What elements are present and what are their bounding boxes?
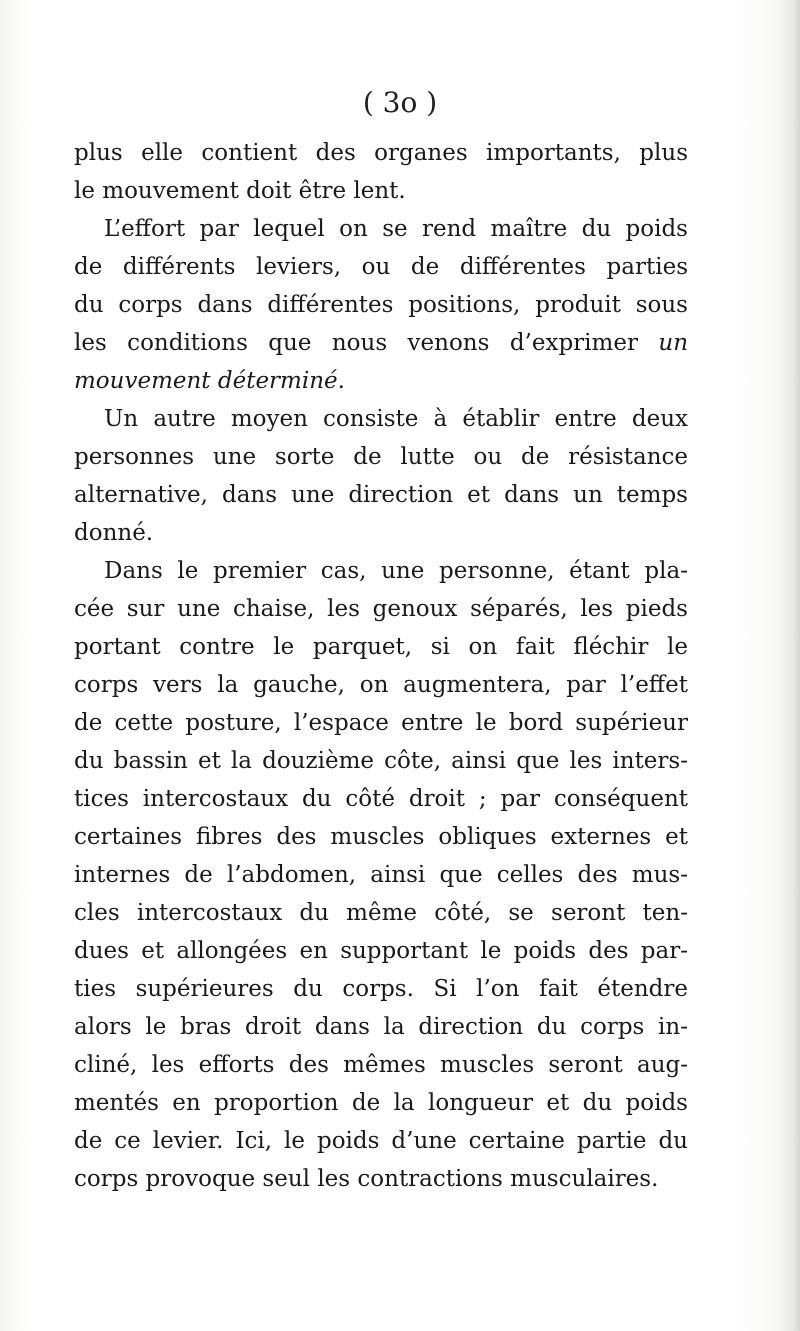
text-line: cliné, les efforts des mêmes muscles seront aug-: [74, 1052, 688, 1078]
text-line: plus elle contient des organes importants, plus: [74, 140, 688, 166]
text-line: cles intercostaux du même côté, se seront ten-: [74, 900, 688, 926]
text-line: Dans le premier cas, une personne, étant pla-: [104, 558, 688, 584]
italic-segment: mouvement déterminé: [74, 368, 338, 394]
text-line: donné.: [74, 520, 154, 546]
text-line: corps vers la gauche, on augmentera, par l’effet: [74, 672, 688, 698]
text-line: cée sur une chaise, les genoux séparés, les pieds: [74, 596, 688, 622]
text-line: dues et allongées en supportant le poids des par-: [74, 938, 688, 964]
text-line: L’effort par lequel on se rend maître du poids: [104, 216, 688, 242]
text-line: [74, 324, 688, 362]
text-line: le mouvement doit être lent.: [74, 178, 406, 204]
paragraph-1: [74, 134, 688, 210]
text-line: ties supérieures du corps. Si l’on fait étendre: [74, 976, 688, 1002]
page-edge-shadow: [778, 0, 800, 1331]
text-line: de différents leviers, ou de différentes parties: [74, 254, 688, 280]
text-line: du bassin et la douzième côte, ainsi que les inters-: [74, 748, 688, 774]
text-line: portant contre le parquet, si on fait fléchir le: [74, 634, 688, 660]
text-line: Un autre moyen consiste à établir entre deux: [104, 406, 688, 432]
text-line: personnes une sorte de lutte ou de résistance: [74, 444, 688, 470]
page-number: ( 3o ): [362, 86, 438, 119]
text-line: [74, 362, 688, 400]
paragraph-2: [74, 210, 688, 400]
text-line-segment: les conditions que nous venons d’exprimer: [74, 330, 638, 356]
punctuation: .: [337, 368, 345, 394]
italic-segment: un: [658, 330, 689, 356]
text-line: tices intercostaux du côté droit ; par conséquent: [74, 786, 688, 812]
paragraph-4: [74, 552, 688, 1198]
text-line: alors le bras droit dans la direction du corps in-: [74, 1014, 688, 1040]
text-line: internes de l’abdomen, ainsi que celles des mus-: [74, 862, 688, 888]
text-line: mentés en proportion de la longueur et du poids: [74, 1090, 688, 1116]
text-line: du corps dans différentes positions, produit sous: [74, 292, 688, 318]
text-line: alternative, dans une direction et dans un temps: [74, 482, 688, 508]
body-text: [74, 134, 688, 1198]
text-line: certaines fibres des muscles obliques externes et: [74, 824, 688, 850]
text-line: de cette posture, l’espace entre le bord supérieur: [74, 710, 688, 736]
text-line: de ce levier. Ici, le poids d’une certaine partie du: [74, 1128, 688, 1154]
text-line: corps provoque seul les contractions musculaires.: [74, 1166, 659, 1192]
paragraph-3: [74, 400, 688, 552]
